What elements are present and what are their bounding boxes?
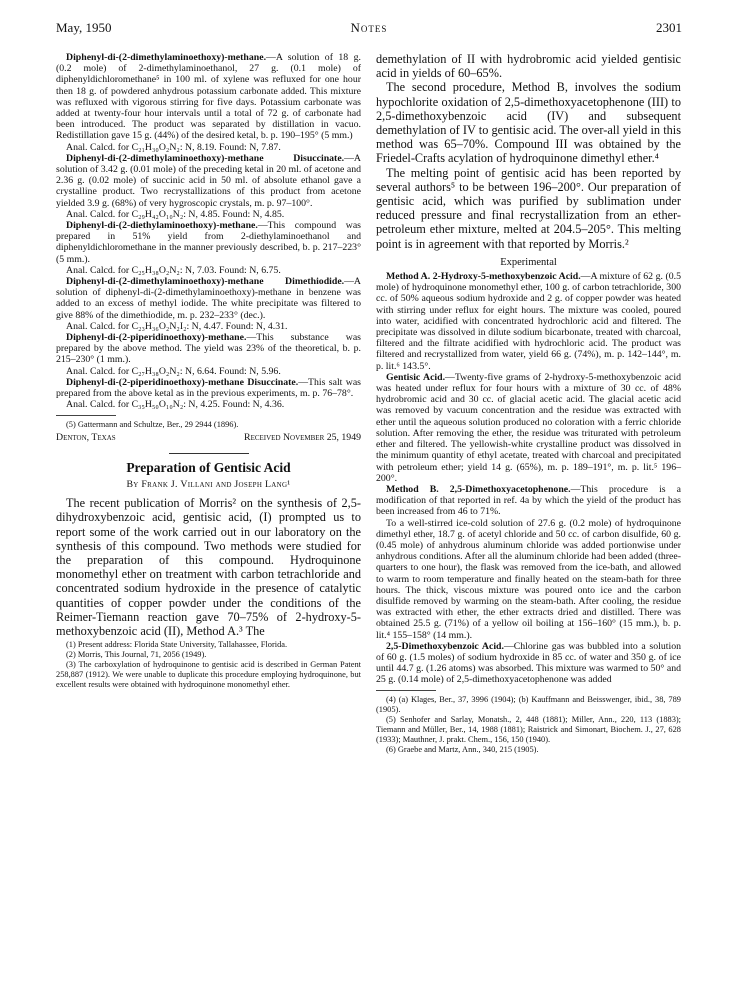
compound-heading: Diphenyl-di-(2-dimethylaminoethoxy)-methane. [66,52,267,63]
header-page-number: 2301 [656,20,682,35]
running-header [56,20,682,38]
footnote: (5) Senhofer and Sarlay, Monatsh., 2, 448 (1881); Miller, Ann., 220, 113 (1883); Tiemann and Müller, Ber., 14, 1988 (1881); Raistrick and Simonart, Biochem. J., 27, 628 (1933); Mauthner, J. prakt. Chem., 156, 150 (1940). [376,714,681,744]
intro-text [56,496,361,638]
header-section: Notes [350,20,388,35]
paragraph [56,52,361,142]
footnote: (1) Present address: Florida State University, Tallahassee, Florida. [66,640,288,650]
compound-heading: Diphenyl-di-(2-piperidinoethoxy)-methane. [66,332,247,344]
paragraph-text: —Twenty-five grams of 2-hydroxy-5-methoxybenzoic acid was heated under reflux for four hours with a mixture of 30 cc. of 48% hydrobromic acid and 30 cc. of glacial acetic acid. The glacial acetic acid was removed by vacuum concentration and the residue was extracted with ether until the aqueous solution produced no coloration with a ferric chloride solution. After removing the ether, the residue was triturated with petroleum ether and filtered. The yellowish-white crystalline product was dissolved in the minimum quantity of ethyl acetate, treated with charcoal and precipitated with petroleum ether; yield 14 g. (65%), m. p. 189–191°, m. p. lit.⁵ 196–200°. [376,371,681,484]
paragraph [56,276,361,321]
paragraph [56,332,361,366]
paragraph-text: —This substance was prepared by the above method. The yield was 23% of the theoretical, b. p. 215–230° (1 mm.). [56,332,361,366]
analysis-line: Anal. Calcd. for C₂₃H₃₆O₂N₂I₂: N, 4.47. Found: N, 4.31. [66,320,288,332]
section-heading: Experimental [500,256,557,268]
paragraph-text: —A solution of 18 g. (0.2 mole) of 2-dimethylaminoethanol, 27 g. (0.1 mole) of diphenyldichloromethane⁵ in 100 ml. of xylene was refluxed for one hour then 18 g. of powdered anhydrous potassium carbonate added. This mixture was refluxed with vigorous stirring for five days. Potassium carbonate was added at twenty-four hour intervals until a total of 72 g. of carbonate had been introduced. The product was separated by distillation in vacuo. Redistillation gave 15 g. (44%) of the desired ketal, b. p. 190–195° (5 mm.) [56,52,361,142]
dateline [56,432,361,443]
right-column [376,52,681,755]
method-heading: Method B. 2,5-Dimethoxyacetophenone. [386,483,571,495]
paragraph-text: —This salt was prepared from the above ketal as in the previous experiments, m. p. 76–78°. [56,376,361,400]
paragraph: The melting point of gentisic acid has been reported by several authors⁵ to be between 196–200°. Our preparation of gentisic acid, which was purified by sublimation under reduced pressure and final recrystallization from an ether-petroleum ether mixture, melted at 204.5–205°. This melting point is in agreement with that reported by Morris.² [376,165,681,251]
article-title: Preparation of Gentisic Acid [126,459,291,475]
footnote: (5) Gattermann and Schultze, Ber., 29 2944 (1896). [66,419,239,429]
dateline-received: Received November 25, 1949 [244,431,361,443]
analysis-line: Anal. Calcd. for C₂₇H₃₈O₂N₂: N, 6.64. Found: N, 5.96. [66,365,281,377]
compound-heading: Diphenyl-di-(2-dimethylaminoethoxy)-methane Disuccinate. [66,152,345,164]
paragraph [376,271,681,372]
compound-heading: Diphenyl-di-(2-diethylaminoethoxy)-methane. [66,220,258,232]
compound-heading: 2,5-Dimethoxybenzoic Acid. [386,640,504,652]
left-column [56,52,361,690]
paragraph-text: —Chlorine gas was bubbled into a solution of 60 g. (1.5 moles) of sodium hydroxide in 85 cc. of water and 350 g. of ice until 44.7 g. (1.26 atoms) was absorbed. This mixture was warmed to 50° and 25 g. (0.14 mole) of 2,5-dimethoxyacetophenone was added [376,640,681,686]
paragraph: To a well-stirred ice-cold solution of 27.6 g. (0.2 mole) of hydroquinone dimethyl ether, 18.7 g. of acetyl chloride and 50 cc. of carbon disulfide, 60 g. (0.45 mole) of anhydrous aluminum chloride was added portionwise under anhydrous conditions. After all the aluminum chloride had been added (three-quarters to one hour), the flask was removed from the ice-bath, and allowed to warm to room temperature and finally heated on the steam-bath for three hours. The thick, viscous mixture was poured onto ice and the carbon disulfide removed by warming on the steam-bath. After cooling, the residue was extracted with ether, the ether extracts dried and distilled. There was obtained 25.5 g. (71%) of a yellow oil boiling at 156–160° (15 mm.), b. p. lit.⁴ 155–158° (14 mm.). [376,517,681,641]
paragraph: demethylation of II with hydrobromic acid yielded gentisic acid in yields of 60–65%. [376,52,681,81]
section-divider [169,453,249,454]
paragraph-text: —A solution of diphenyl-di-(2-dimethylaminoethoxy)-methane in benzene was added to an excess of methyl iodide. The white precipitate was filtered to give 88% of the dimethiodide, m. p. 232–233° (dec.). [56,276,361,321]
header-date: May, 1950 [56,20,112,35]
paragraph [56,153,361,209]
compound-heading: Gentisic Acid. [386,371,446,383]
analysis-line: Anal. Calcd. for C₃₅H₅₀O₁₀N₂: N, 4.25. Found: N, 4.36. [66,399,285,411]
footnote: (6) Graebe and Martz, Ann., 340, 215 (1905). [386,744,539,754]
analysis-line: Anal. Calcd. for C₂₁H₃₀O₂N₂: N, 8.19. Found: N, 7.87. [66,141,281,153]
compound-heading: Diphenyl-di-(2-piperidinoethoxy)-methane Disuccinate. [66,376,299,388]
paragraph [376,372,681,484]
footnote: (3) The carboxylation of hydroquinone to gentisic acid is described in German Patent 258,887 (1912). We were unable to duplicate this procedure employing hydroquinone, but excellent results were obtained with hydroquinone monomethyl ether. [56,660,361,690]
method-heading: Method A. 2-Hydroxy-5-methoxybenzoic Acid. [386,271,581,283]
analysis-line: Anal. Calcd. for C₂₅H₃₈O₂N₂: N, 7.03. Found: N, 6.75. [66,264,281,276]
footnote-rule [56,415,116,416]
footnote: (2) Morris, This Journal, 71, 2056 (1949). [66,650,207,660]
analysis-line: Anal. Calcd. for C₂₉H₄₂O₁₀N₂: N, 4.85. Found: N, 4.85. [66,208,285,220]
footnote: (4) (a) Klages, Ber., 37, 3996 (1904); (b) Kauffmann and Beisswenger, ibid., 38, 789 (1905). [376,694,681,714]
compound-heading: Diphenyl-di-(2-dimethylaminoethoxy)-methane Dimethiodide. [66,276,345,288]
body-text [376,52,681,251]
paragraph-text: —This compound was prepared in 51% yield from 2-diethylaminoethanol and diphenyldichloromethane in the manner previously described, b. p. 217–223° (5 mm.). [56,220,361,265]
paragraph [56,220,361,265]
paragraph-text: —This procedure is a modification of that reported in ref. 4a by which the yield of the product has been increased from 46 to 71%. [376,483,682,518]
paragraph-text: —A mixture of 62 g. (0.5 mole) of hydroquinone monomethyl ether, 100 g. of carbon tetrachloride, 300 cc. of 50% aqueous sodium hydroxide and 2 g. of copper powder was heated with stirring under reflux for eight hours. The mixture was cooled, poured into water, acidified with concentrated hydrochloric acid and filtered. The precipitate was dissolved in dilute sodium bicarbonate, treated with charcoal, filtered and the filtrate acidified with hydrochloric acid. The product was filtered and recrystallized from water, yield 66 g. (74%), m. p. 142–144°, m. p. lit.⁶ 143.5°. [376,271,681,372]
paragraph [376,641,681,686]
paragraph: The second procedure, Method B, involves the sodium hypochlorite oxidation of 2,5-dimethoxyacetophenone (III) to 2,5-dimethoxybenzoic acid (IV) and subsequent demethylation of IV to gentisic acid. The over-all yield in this method was 65–70%. Compound III was obtained by the Friedel-Crafts acylation of hydroquinone dimethyl ether.⁴ [376,80,681,166]
paragraph-text: —A solution of 3.42 g. (0.01 mole) of the preceding ketal in 20 ml. of acetone and 2.36 g. (0.02 mole) of succinic acid in 50 ml. of absolute ethanol gave a crystalline product. Two recrystallizations of this product from acetone yielded 3.9 g. (68%) of very hygroscopic crystals, m. p. 97–100°. [56,152,361,209]
paragraph: The recent publication of Morris² on the synthesis of 2,5-dihydroxybenzoic acid, gentisic acid, (I) prompted us to report some of the work carried out in our laboratory on the synthesis of this compound. Two methods were studied for the preparation of this compound. Hydroquinone monomethyl ether on treatment with carbon tetrachloride and concentrated sodium hydroxide in the presence of catalytic quantities of copper powder under the conditions of the Reimer-Tiemann reaction gave 70–75% of 2-hydroxy-5-methoxybenzoic acid (II), Method A.³ The [56,496,361,638]
dateline-location: Denton, Texas [56,431,116,443]
article-byline: By Frank J. Villani and Joseph Lang¹ [126,478,291,490]
paragraph [56,377,361,399]
footnote-rule [376,690,436,691]
paragraph [376,484,681,518]
